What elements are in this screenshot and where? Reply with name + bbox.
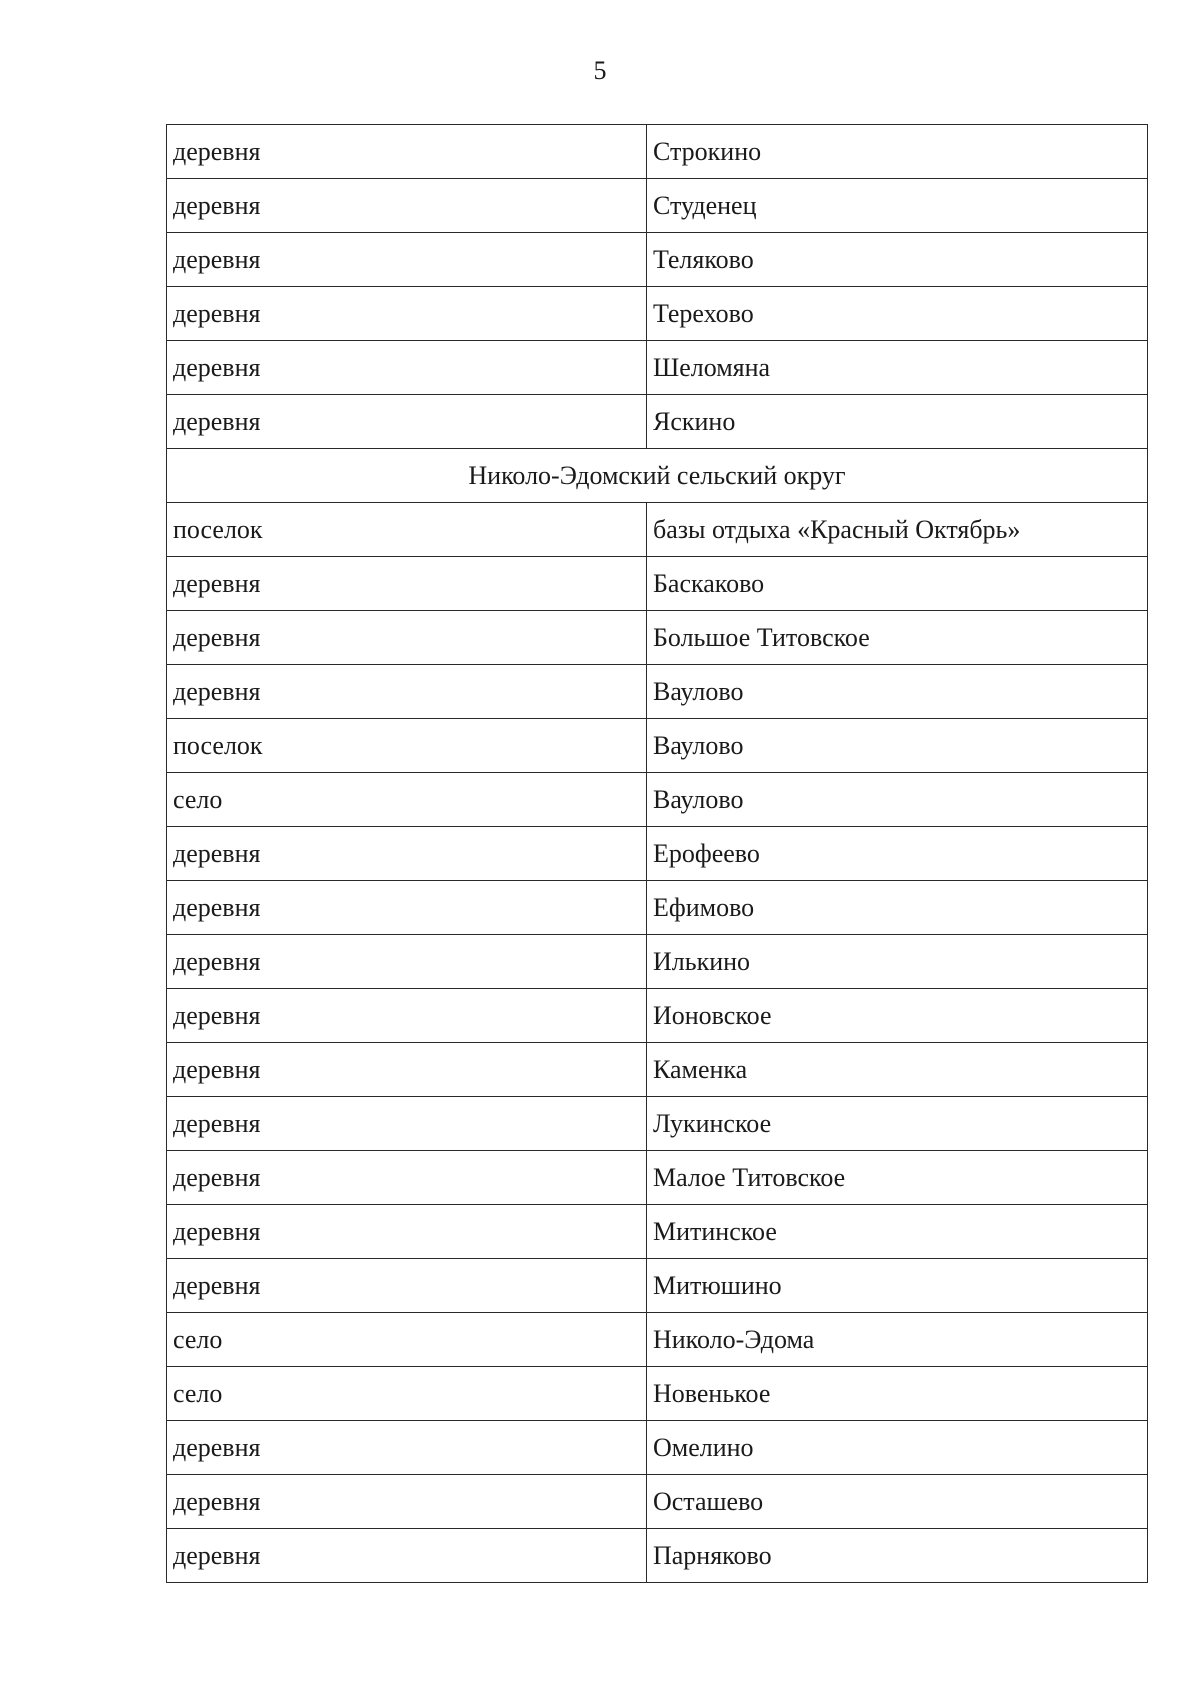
table-row — [167, 1097, 1148, 1151]
table-row — [167, 1259, 1148, 1313]
table-row — [167, 1421, 1148, 1475]
settlement-type-cell: деревня — [167, 1529, 647, 1583]
settlement-name-cell: Новенькое — [646, 1367, 1147, 1421]
settlement-type-cell: деревня — [167, 233, 647, 287]
settlement-name-cell: Студенец — [646, 179, 1147, 233]
settlement-type-cell: поселок — [167, 719, 647, 773]
settlement-type-cell: деревня — [167, 1421, 647, 1475]
settlement-type-cell: деревня — [167, 287, 647, 341]
settlement-type-cell: деревня — [167, 611, 647, 665]
settlement-name-cell: Ваулово — [646, 719, 1147, 773]
settlement-type-cell: деревня — [167, 1205, 647, 1259]
settlement-name-cell: Ерофеево — [646, 827, 1147, 881]
settlement-name-cell: Митюшино — [646, 1259, 1147, 1313]
settlement-type-cell: деревня — [167, 665, 647, 719]
settlement-type-cell: деревня — [167, 179, 647, 233]
settlement-name-cell: Шеломяна — [646, 341, 1147, 395]
settlement-type-cell: село — [167, 1313, 647, 1367]
table-row — [167, 719, 1148, 773]
table-row — [167, 773, 1148, 827]
settlement-type-cell: деревня — [167, 395, 647, 449]
settlement-type-cell: деревня — [167, 125, 647, 179]
settlements-table — [166, 124, 1148, 1583]
settlement-type-cell: деревня — [167, 1259, 647, 1313]
settlement-type-cell: деревня — [167, 935, 647, 989]
settlement-name-cell: Ваулово — [646, 665, 1147, 719]
settlement-name-cell: Парняково — [646, 1529, 1147, 1583]
settlement-name-cell: Большое Титовское — [646, 611, 1147, 665]
table-row — [167, 557, 1148, 611]
table-row — [167, 1205, 1148, 1259]
settlement-name-cell: Ваулово — [646, 773, 1147, 827]
settlement-type-cell: деревня — [167, 1475, 647, 1529]
table-row — [167, 179, 1148, 233]
table-row — [167, 125, 1148, 179]
settlement-name-cell: Осташево — [646, 1475, 1147, 1529]
table-row — [167, 935, 1148, 989]
table-row — [167, 287, 1148, 341]
settlement-type-cell: деревня — [167, 881, 647, 935]
section-header-row — [167, 449, 1148, 503]
page-number: 5 — [593, 56, 607, 85]
settlement-name-cell: Строкино — [646, 125, 1147, 179]
settlement-name-cell: Баскаково — [646, 557, 1147, 611]
settlement-name-cell: Николо-Эдома — [646, 1313, 1147, 1367]
settlement-name-cell: Омелино — [646, 1421, 1147, 1475]
table-row — [167, 881, 1148, 935]
settlement-type-cell: деревня — [167, 1043, 647, 1097]
settlement-type-cell: деревня — [167, 989, 647, 1043]
settlement-name-cell: Илькино — [646, 935, 1147, 989]
settlement-name-cell: Митинское — [646, 1205, 1147, 1259]
settlement-name-cell: Лукинское — [646, 1097, 1147, 1151]
table-body — [167, 125, 1148, 1583]
table-row — [167, 233, 1148, 287]
settlement-type-cell: поселок — [167, 503, 647, 557]
settlement-name-cell: базы отдыха «Красный Октябрь» — [646, 503, 1147, 557]
settlement-name-cell: Ефимово — [646, 881, 1147, 935]
settlement-type-cell: деревня — [167, 341, 647, 395]
table-row — [167, 989, 1148, 1043]
settlement-name-cell: Малое Титовское — [646, 1151, 1147, 1205]
table-row — [167, 1529, 1148, 1583]
table-row — [167, 341, 1148, 395]
table-row — [167, 1043, 1148, 1097]
table-row — [167, 827, 1148, 881]
table-row — [167, 1475, 1148, 1529]
settlement-type-cell: деревня — [167, 1097, 647, 1151]
settlement-type-cell: деревня — [167, 827, 647, 881]
table-row — [167, 395, 1148, 449]
table-row — [167, 503, 1148, 557]
table-row — [167, 611, 1148, 665]
settlement-name-cell: Терехово — [646, 287, 1147, 341]
table-row — [167, 1151, 1148, 1205]
settlement-type-cell: деревня — [167, 1151, 647, 1205]
settlement-type-cell: деревня — [167, 557, 647, 611]
settlement-name-cell: Каменка — [646, 1043, 1147, 1097]
settlement-type-cell: село — [167, 1367, 647, 1421]
table-row — [167, 1367, 1148, 1421]
settlement-name-cell: Теляково — [646, 233, 1147, 287]
table-row — [167, 1313, 1148, 1367]
settlement-name-cell: Ионовское — [646, 989, 1147, 1043]
section-title: Николо-Эдомский сельский округ — [167, 449, 1148, 503]
settlement-type-cell: село — [167, 773, 647, 827]
settlement-name-cell: Яскино — [646, 395, 1147, 449]
table-row — [167, 665, 1148, 719]
